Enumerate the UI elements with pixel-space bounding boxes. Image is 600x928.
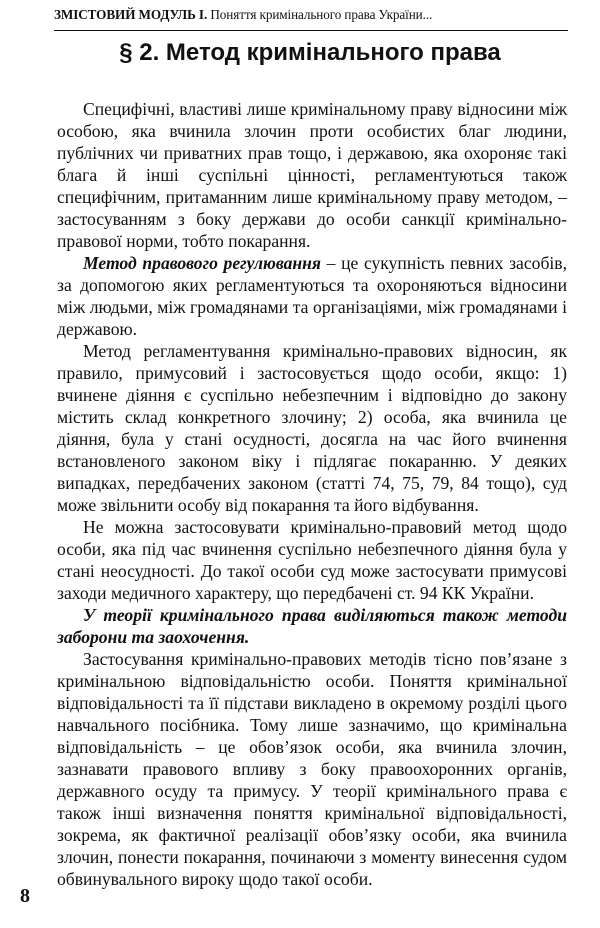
paragraph-2 — [57, 252, 567, 340]
module-title: Поняття кримінального права України... — [210, 7, 433, 22]
running-header — [54, 0, 568, 31]
paragraph-5-emphasis: У теорії кримінального права виділяються також методи заборони та заохочення. — [57, 605, 567, 647]
module-label: ЗМІСТОВИЙ МОДУЛЬ I. — [54, 7, 208, 22]
paragraph-6: Застосування кримінально-правових методів тісно пов’язане з кримінальною відповідальністю особи. Поняття кримінальної відповідальності та її підстави викладено в окремому розділі цього навчального посібника. Тому лише зазначимо, що кримінальна відповідальність – це обов’язок особи, яка вчинила злочин, зазнавати правового впливу з боку правоохоронних органів, державного осуду та примусу. У теорії кримінального права є також інші визначення поняття кримінальної відповідальності, зокрема, як фактичної реалізації обов’язку особи, яка вчинила злочин, понести покарання, починаючи з моменту винесення судом обвинувального вироку щодо такої особи. — [57, 649, 567, 889]
body-text — [57, 98, 567, 890]
section-title: § 2. Метод кримінального права — [119, 39, 501, 66]
paragraph-1: Специфічні, властиві лише кримінальному праву відносини між особою, яка вчинила злочин проти особистих благ людини, публічних чи приватних прав тощо, і державою, яка охороняє такі блага й інші суспільні цінності, регламентуються також специфічним, притаманним лише кримінальному праву методом, – застосуванням з боку держави до особи санкції кримінально-правової норми, тобто покарання. — [57, 99, 567, 251]
definition-text: – це сукупність певних засобів, за допомогою яких регламентуються та охороняються відносини між людьми, між громадянами та організаціями, між громадянами і державою. — [57, 253, 568, 339]
page-number: 8 — [20, 885, 30, 907]
paragraph-3: Метод регламентування кримінально-правових відносин, як правило, примусовий і застосовується щодо особи, якщо: 1) вчинене діяння є суспільно небезпечним і відповідно до закону містить склад конкретного злочину; 2) особа, яка вчинила це діяння, була у стані осудності, досягла на час його вчинення встановленого законом віку і підлягає покаранню. У деяких випадках, передбачених законом (статті 74, 75, 79, 84 тощо), суд може звільнити особу від покарання та його відбування. — [57, 341, 567, 515]
definition-term: Метод правового регулювання — [83, 253, 321, 273]
paragraph-4: Не можна застосовувати кримінально-правовий метод щодо особи, яка під час вчинення суспільно небезпечного діяння була у стані неосудності. До такої особи суд може застосувати примусові заходи медичного характеру, що передбачені ст. 94 КК України. — [57, 517, 567, 603]
